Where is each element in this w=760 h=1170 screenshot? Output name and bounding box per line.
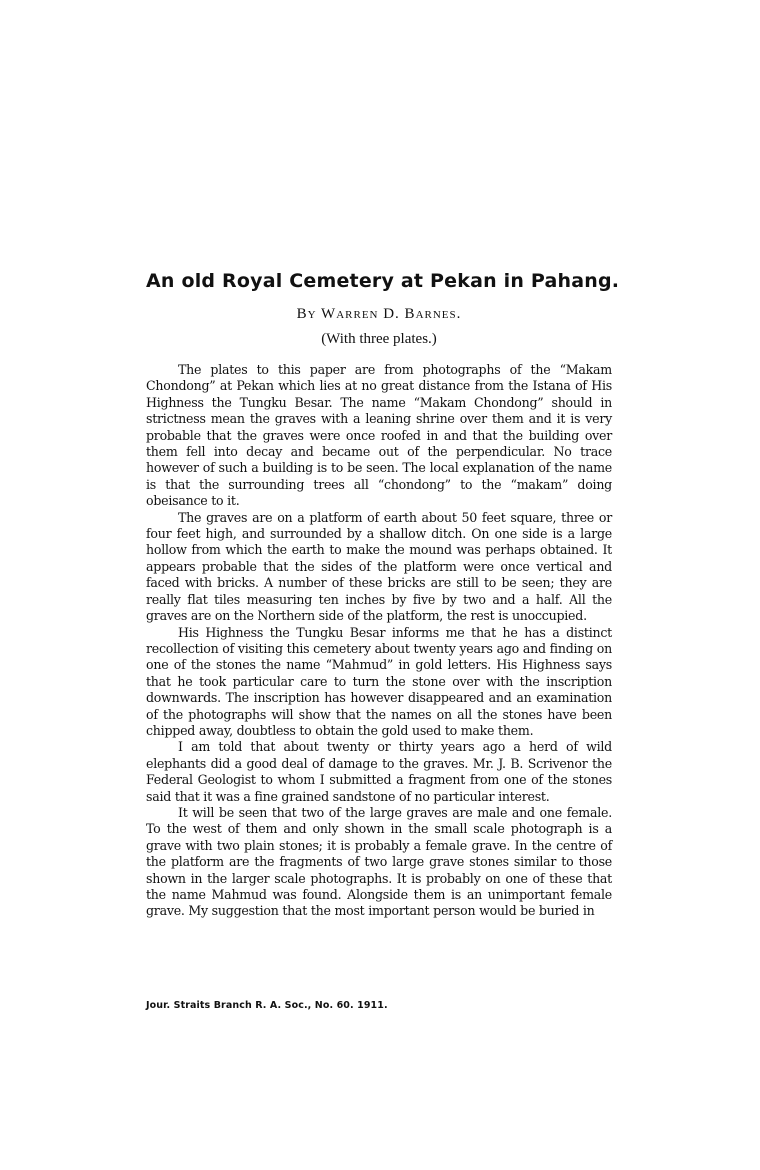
- paragraph: The graves are on a platform of earth about 50 feet square, three or four feet high, and surrounded by a shallow ditch. On one side is a large hollow from which the earth to make the mound was perhaps obtained. It appears probable that the sides of the platform were once vertical and faced with bricks. A number of these bricks are still to be seen; they are really flat tiles measuring ten inches by five by two and a half. All the graves are on the Northern side of the platform, the rest is unoccupied.: [146, 509, 612, 624]
- paragraph: The plates to this paper are from photographs of the “Makam Chondong” at Pekan which lies at no great distance from the Istana of His Highness the Tungku Besar. The name “Makam Chondong” should in strictness mean the graves with a leaning shrine over them and it is very probable that the graves were once roofed in and that the building over them fell into decay and became out of the perpendicular. No trace however of such a building is to be seen. The local explanation of the name is that the surrounding trees all “chondong” to the “makam” doing obeisance to it.: [146, 362, 612, 509]
- article: [146, 270, 620, 920]
- journal-footer: Jour. Straits Branch R. A. Soc., No. 60. 1911.: [146, 1000, 388, 1011]
- paragraph: It will be seen that two of the large graves are male and one female. To the west of them and only shown in the small scale photograph is a grave with two plain stones; it is probably a female grave. In the centre of the platform are the fragments of two large grave stones similar to those shown in the larger scale photographs. It is probably on one of these that the name Mahmud was found. Alongside them is an unimportant female grave. My suggestion that the most important person would be buried in: [146, 804, 612, 919]
- article-body: [146, 362, 612, 920]
- article-byline: By Warren D. Barnes.: [296, 306, 462, 322]
- paragraph: His Highness the Tungku Besar informs me that he has a distinct recollection of visiting this cemetery about twenty years ago and finding on one of the stones the name “Mahmud” in gold letters. His Highness says that he took particular care to turn the stone over with the inscription downwards. The inscription has however disappeared and an examination of the photographs will show that the names on all the stones have been chipped away, doubtless to obtain the gold used to make them.: [146, 624, 612, 738]
- paragraph: I am told that about twenty or thirty years ago a herd of wild elephants did a good deal of damage to the graves. Mr. J. B. Scrivenor the Federal Geologist to whom I submitted a fragment from one of the stones said that it was a fine grained sandstone of no particular interest.: [146, 739, 612, 804]
- plates-note: (With three plates.): [321, 331, 437, 347]
- article-title: An old Royal Cemetery at Pekan in Pahang.: [146, 270, 620, 292]
